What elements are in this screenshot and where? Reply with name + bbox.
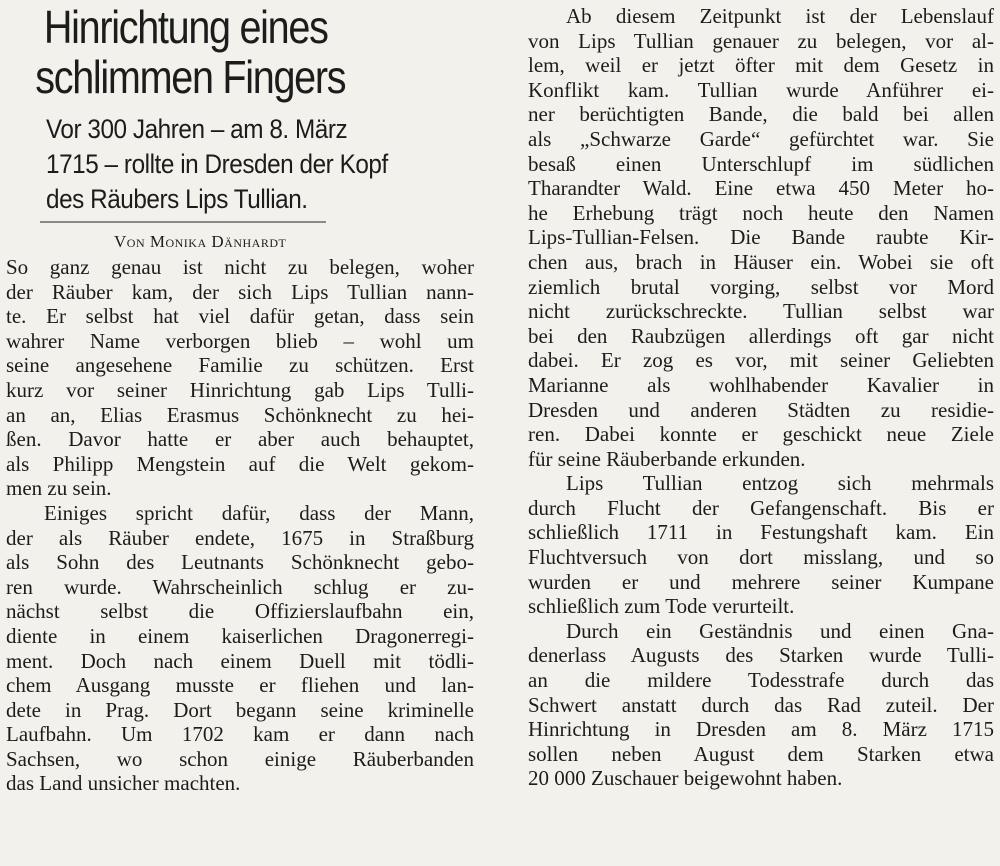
text-line: Laufbahn. Um 1702 kam er dann nach — [6, 722, 474, 747]
subheadline-line: des Räubers Lips Tullian. — [46, 184, 308, 214]
headline-line: Hinrichtung eines — [43, 1, 328, 53]
text-line: ren wurde. Wahrscheinlich schlug er zu- — [6, 574, 474, 599]
text-line: ment. Doch nach einem Duell mit tödli- — [6, 648, 474, 673]
text-line: für seine Räuberbande erkunden. — [528, 446, 806, 471]
text-line: Sachsen, wo schon einige Räuberbanden — [6, 746, 474, 771]
text-line: dabei. Er zog es vor, mit seiner Geliebten — [528, 348, 994, 373]
text-line: der Räuber kam, der sich Lips Tullian nann- — [6, 279, 474, 304]
paragraph — [6, 255, 474, 501]
text-line: als „Schwarze Garde“ gefürchtet war. Sie — [528, 126, 994, 151]
text-line: von Lips Tullian genauer zu belegen, vor al- — [528, 28, 994, 53]
paragraph — [528, 619, 994, 791]
text-line: men zu sein. — [6, 476, 112, 501]
headline-line: schlimmen Fingers — [35, 51, 346, 103]
text-line: schließlich 1711 in Festungshaft kam. Ein — [528, 520, 994, 545]
text-line: nächst selbst die Offizierslaufbahn ein, — [6, 599, 474, 624]
subheadline-line: Vor 300 Jahren – am 8. März — [46, 114, 348, 144]
byline: Von Monika Dänhardt — [114, 232, 287, 251]
text-line: chen aus, brach in Häuser ein. Wobei sie oft — [528, 249, 994, 274]
text-line: an an, Elias Erasmus Schönknecht zu hei- — [6, 402, 474, 427]
text-line: sollen neben August dem Starken etwa — [528, 741, 994, 766]
left-body-text — [6, 255, 474, 796]
text-line: ziemlich brutal vorging, selbst vor Mord — [528, 274, 994, 299]
text-line: das Land unsicher machten. — [6, 771, 241, 796]
text-line: an die mildere Todesstrafe durch das — [528, 668, 994, 693]
text-line: besaß einen Unterschlupf im südlichen — [528, 151, 994, 176]
text-line: Einiges spricht dafür, dass der Mann, — [44, 500, 474, 525]
text-line: dete in Prag. Dort begann seine kriminelle — [6, 697, 474, 722]
text-line: So ganz genau ist nicht zu belegen, woher — [6, 255, 474, 279]
text-line: 20 000 Zuschauer beigewohnt haben. — [528, 766, 843, 791]
paragraph — [6, 501, 474, 796]
text-line: lem, weil er jetzt öfter mit dem Gesetz in — [528, 53, 994, 78]
text-line: der als Räuber endete, 1675 in Straßburg — [6, 525, 474, 550]
text-line: he Erhebung trägt noch heute den Namen — [528, 200, 994, 225]
text-line: nicht zurückschreckte. Tullian selbst war — [528, 299, 994, 324]
paragraph — [528, 4, 994, 471]
text-line: bei den Raubzügen allerdings oft gar nicht — [528, 323, 994, 348]
text-line: Lips-Tullian-Felsen. Die Bande raubte Kir- — [528, 225, 994, 250]
text-line: Fluchtversuch von dort misslang, und so — [528, 545, 994, 570]
text-line: Tharandter Wald. Eine etwa 450 Meter ho- — [528, 176, 994, 201]
text-line: te. Er selbst hat viel dafür getan, dass sein — [6, 304, 474, 329]
right-body-text — [528, 4, 994, 791]
paragraph — [528, 471, 994, 619]
text-line: wurden er und mehrere seiner Kumpane — [528, 569, 994, 594]
text-line: ren. Dabei konnte er geschickt neue Ziele — [528, 422, 994, 447]
divider-rule — [40, 221, 326, 223]
subheadline — [46, 112, 431, 217]
text-line: durch Flucht der Gefangenschaft. Bis er — [528, 495, 994, 520]
text-line: Lips Tullian entzog sich mehrmals — [566, 471, 994, 496]
text-line: als Sohn des Leutnants Schönknecht gebo- — [6, 550, 474, 575]
text-line: wahrer Name verborgen blieb – wohl um — [6, 328, 474, 353]
text-line: Dresden und anderen Städten zu residie- — [528, 397, 994, 422]
text-line: Schwert anstatt durch das Rad zuteil. Der — [528, 692, 994, 717]
right-column — [528, 0, 994, 866]
text-line: ßen. Davor hatte er aber auch behauptet, — [6, 427, 474, 452]
text-line: als Philipp Mengstein auf die Welt gekom- — [6, 451, 474, 476]
text-line: chem Ausgang musste er fliehen und lan- — [6, 673, 474, 698]
text-line: seine angesehene Familie zu schützen. Erst — [6, 353, 474, 378]
text-line: Durch ein Geständnis und einen Gna- — [566, 618, 994, 643]
text-line: diente in einem kaiserlichen Dragonerregi- — [6, 623, 474, 648]
left-column — [6, 0, 474, 866]
text-line: denerlass Augusts des Starken wurde Tulli- — [528, 643, 994, 668]
text-line: Marianne als wohlhabender Kavalier in — [528, 372, 994, 397]
text-line: Hinrichtung in Dresden am 8. März 1715 — [528, 717, 994, 742]
text-line: ner berüchtigten Bande, die bald bei allen — [528, 102, 994, 127]
text-line: Konflikt kam. Tullian wurde Anführer ei- — [528, 77, 994, 102]
text-line: kurz vor seiner Hinrichtung gab Lips Tulli- — [6, 377, 474, 402]
subheadline-line: 1715 – rollte in Dresden der Kopf — [46, 149, 388, 179]
headline — [6, 0, 408, 102]
text-line: schließlich zum Tode verurteilt. — [528, 594, 795, 619]
text-line: Ab diesem Zeitpunkt ist der Lebenslauf — [566, 4, 994, 28]
